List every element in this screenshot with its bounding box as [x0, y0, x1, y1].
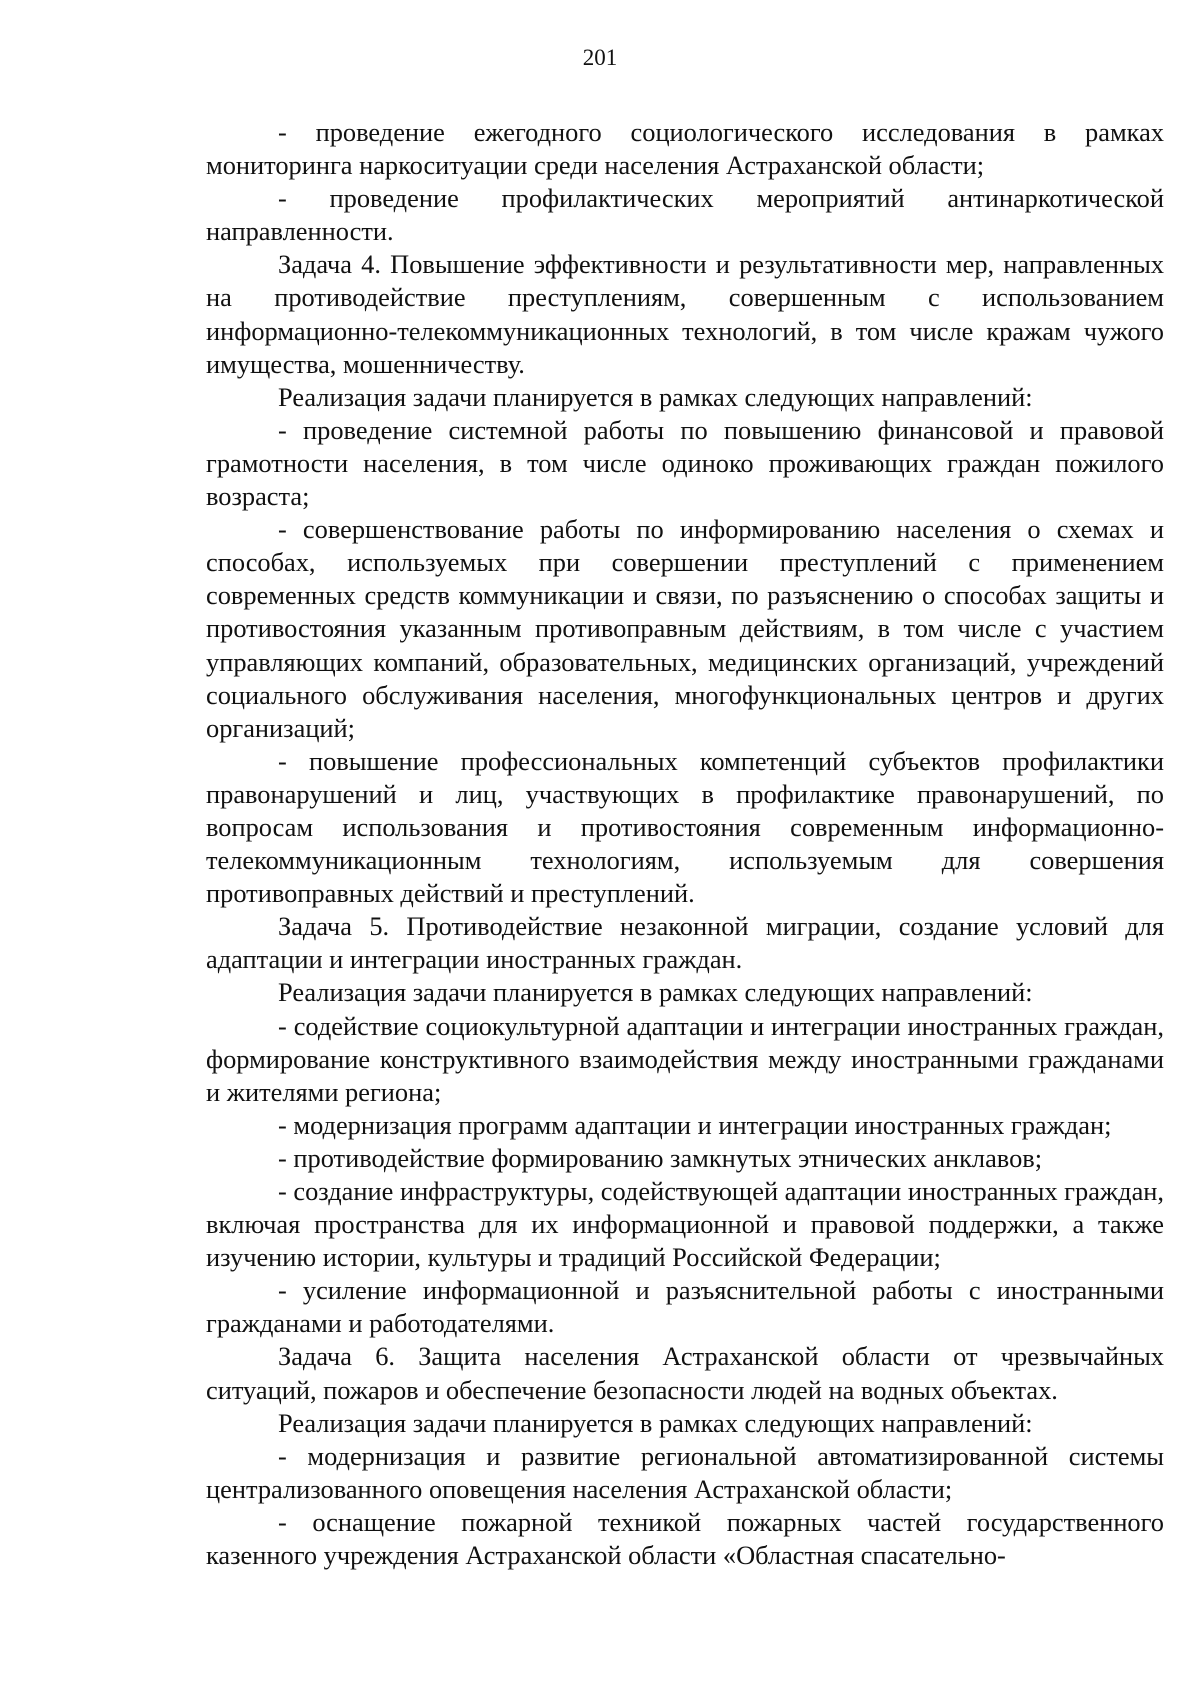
paragraph: - содействие социокультурной адаптации и интеграции иностранных граждан, формирование конструктивного взаимодействия между иностранными гражданами и жителями региона; [206, 1010, 1164, 1107]
paragraph: - оснащение пожарной техникой пожарных частей государственного казенного учреждения Астраханской области «Областная спасательно- [206, 1506, 1164, 1571]
paragraph: - усиление информационной и разъяснительной работы с иностранными гражданами и работодателями. [206, 1275, 1164, 1339]
paragraph: Задача 4. Повышение эффективности и результативности мер, направленных на противодействие преступлениям, совершенным с использованием информационно-телекоммуникационных технологий, в том числе кражам чужого имущества, мошенничеству. [206, 249, 1164, 379]
paragraph: - противодействие формированию замкнутых этнических анклавов; [278, 1142, 1043, 1173]
paragraph: Реализация задачи планируется в рамках следующих направлений: [278, 381, 1033, 412]
paragraph: - модернизация и развитие региональной автоматизированной системы централизованного оповещения населения Астраханской области; [206, 1440, 1164, 1504]
paragraph: - проведение системной работы по повышению финансовой и правовой грамотности населения, в том числе одиноко проживающих граждан пожилого возраста; [206, 414, 1164, 512]
paragraph: - проведение ежегодного социологического исследования в рамках мониторинга наркоситуации среди населения Астраханской области; [206, 117, 1164, 181]
paragraph: Задача 5. Противодействие незаконной миграции, создание условий для адаптации и интеграции иностранных граждан. [206, 911, 1164, 975]
document-body [206, 116, 1164, 1572]
paragraph: - создание инфраструктуры, содействующей адаптации иностранных граждан, включая пространства для их информационной и правовой поддержки, а также изучению истории, культуры и традиций Российской Федерации; [206, 1176, 1165, 1273]
paragraph: Реализация задачи планируется в рамках следующих направлений: [278, 977, 1033, 1008]
paragraph: - совершенствование работы по информированию населения о схемах и способах, используемых при совершении преступлений с применением современных средств коммуникации и связи, по разъяснению о способах защиты и противостояния указанным противоправным действиям, в том числе с участием управляющих компаний, образовательных, медицинских организаций, учреждений социального обслуживания населения, многофункциональных центров и других организаций; [206, 514, 1164, 743]
paragraph: Реализация задачи планируется в рамках следующих направлений: [278, 1407, 1033, 1438]
paragraph: - повышение профессиональных компетенций субъектов профилактики правонарушений и лиц, участвующих в профилактике правонарушений, по вопросам использования и противостояния современным информационно-телекоммуникационным технологиям, используемым для совершения противоправных действий и преступлений. [206, 745, 1164, 909]
paragraph: - проведение профилактических мероприятий антинаркотической направленности. [206, 183, 1164, 247]
page-number: 201 [582, 45, 618, 70]
paragraph: Задача 6. Защита населения Астраханской области от чрезвычайных ситуаций, пожаров и обеспечение безопасности людей на водных объектах. [206, 1341, 1164, 1405]
paragraph: - модернизация программ адаптации и интеграции иностранных граждан; [278, 1109, 1112, 1140]
